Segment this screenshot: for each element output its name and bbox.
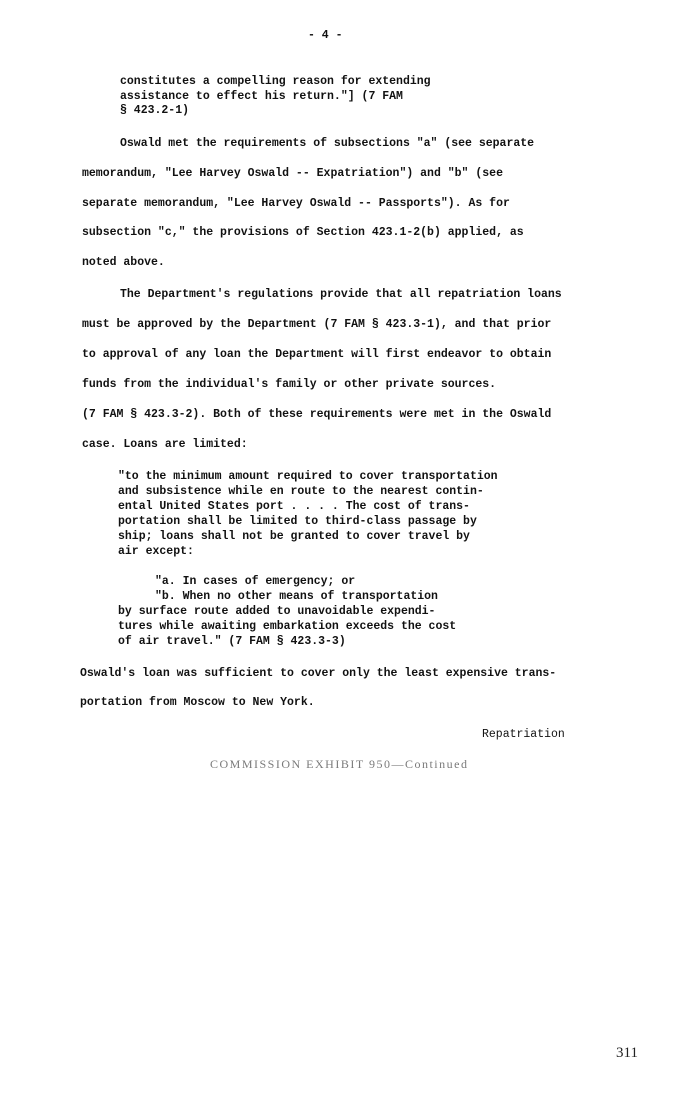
quote-line: "b. When no other means of transportation (155, 590, 438, 603)
quote-line: of air travel." (7 FAM § 423.3-3) (118, 635, 346, 648)
paragraph-line: funds from the individual's family or other private sources. (82, 378, 497, 391)
quote-line: constitutes a compelling reason for extending (120, 75, 431, 88)
paragraph-line: must be approved by the Department (7 FAM § 423.3-1), and that prior (82, 318, 552, 331)
quote-line: "to the minimum amount required to cover transportation (118, 470, 498, 483)
paragraph-line: case. Loans are limited: (82, 438, 248, 451)
quote-line: by surface route added to unavoidable expendi- (118, 605, 436, 618)
quote-line: portation shall be limited to third-class passage by (118, 515, 477, 528)
paragraph-line: Oswald's loan was sufficient to cover only the least expensive trans- (80, 667, 557, 680)
paragraph-line: memorandum, "Lee Harvey Oswald -- Expatriation") and "b" (see (82, 167, 503, 180)
quote-line: assistance to effect his return."] (7 FAM (120, 90, 403, 103)
quote-line: air except: (118, 545, 194, 558)
quote-line: ental United States port . . . . The cost of trans- (118, 500, 470, 513)
page-marker: - 4 - (308, 29, 343, 42)
quote-line: and subsistence while en route to the nearest contin- (118, 485, 484, 498)
paragraph-line: portation from Moscow to New York. (80, 696, 315, 709)
paragraph-line: separate memorandum, "Lee Harvey Oswald -- Passports"). As for (82, 197, 510, 210)
quote-line: § 423.2-1) (120, 104, 190, 117)
quote-line: ship; loans shall not be granted to cover travel by (118, 530, 470, 543)
paragraph-line: The Department's regulations provide that all repatriation loans (120, 288, 562, 301)
paragraph-line: to approval of any loan the Department will first endeavor to obtain (82, 348, 552, 361)
paragraph-line: subsection "c," the provisions of Section 423.1-2(b) applied, as (82, 226, 524, 239)
exhibit-footer: COMMISSION EXHIBIT 950—Continued (210, 757, 469, 771)
paragraph-line: Oswald met the requirements of subsections "a" (see separate (120, 137, 535, 150)
quote-line: "a. In cases of emergency; or (155, 575, 356, 588)
paragraph-line: (7 FAM § 423.3-2). Both of these requirements were met in the Oswald (82, 408, 552, 421)
page-number: 311 (616, 1045, 638, 1061)
quote-line: tures while awaiting embarkation exceeds the cost (118, 620, 457, 633)
signoff-repatriation: Repatriation (482, 728, 565, 741)
paragraph-line: noted above. (82, 256, 165, 269)
